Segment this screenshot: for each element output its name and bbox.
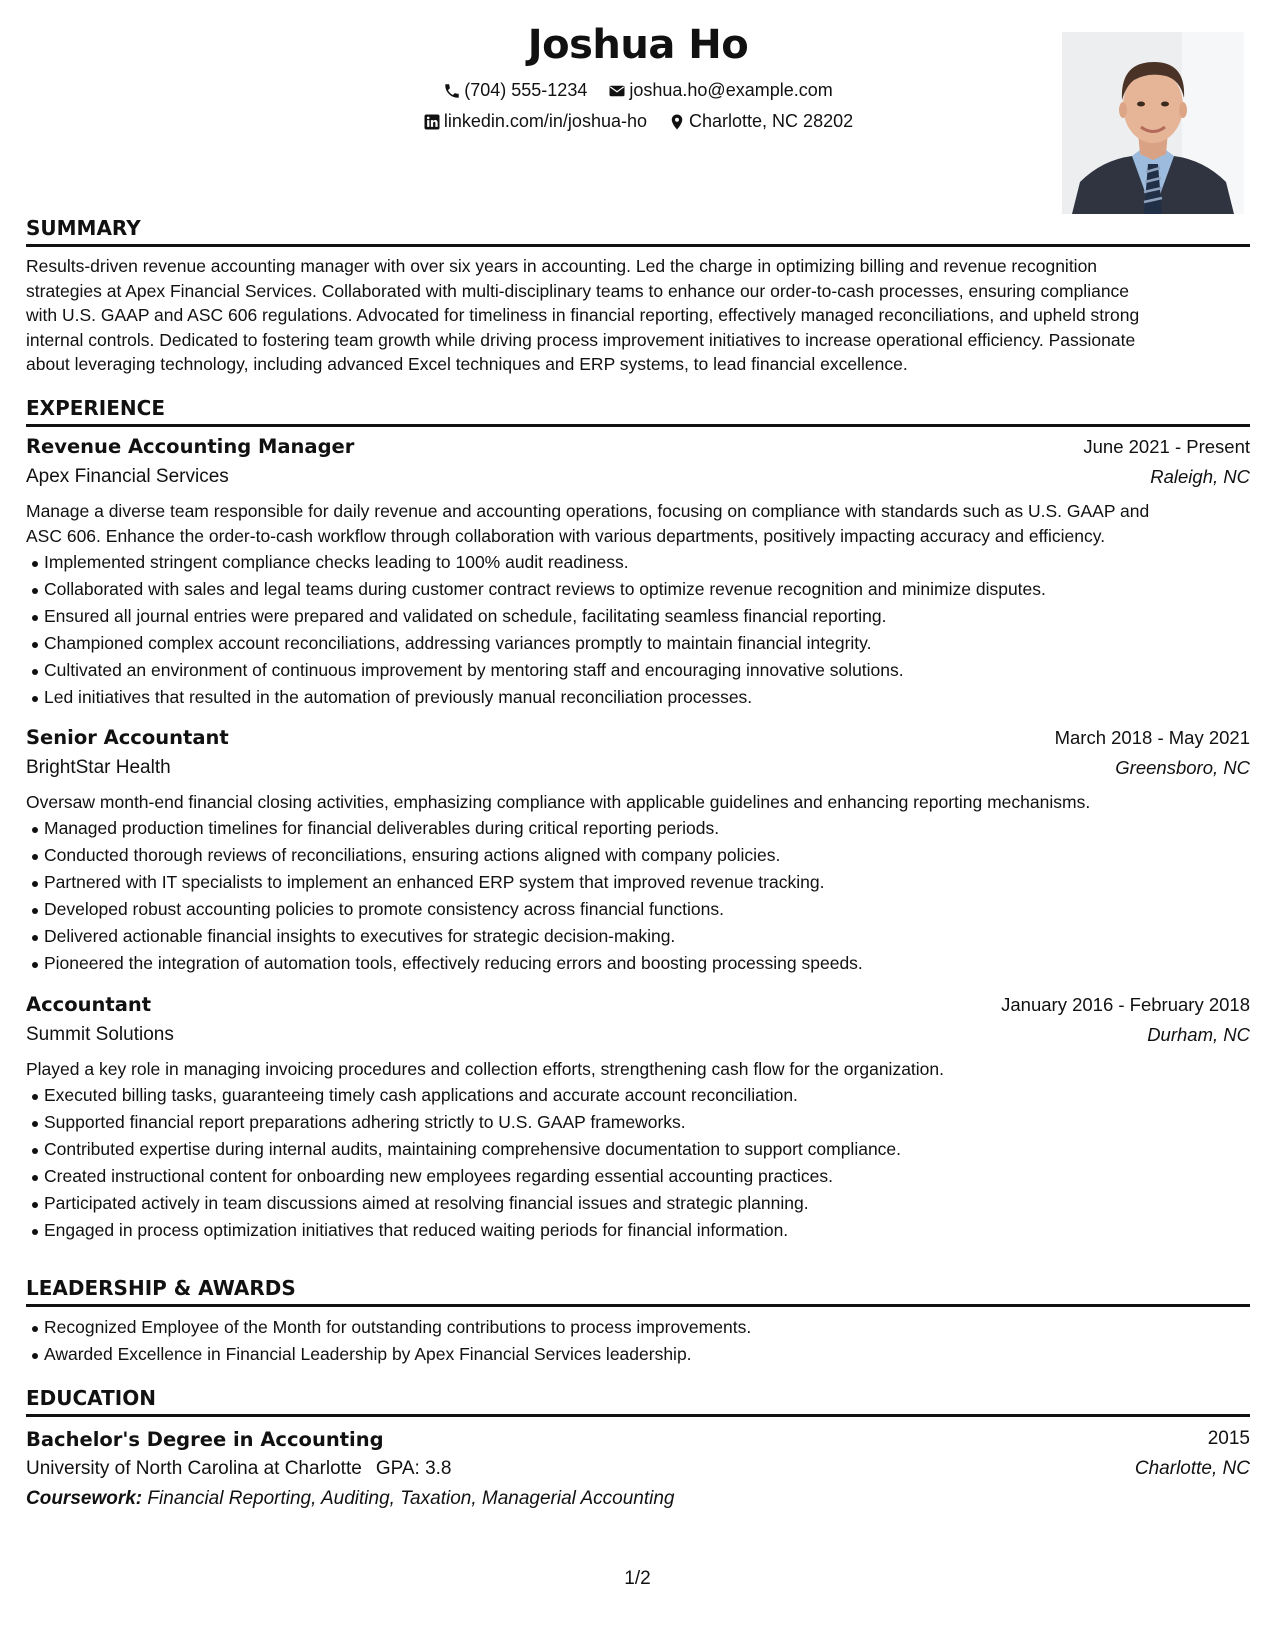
summary-line: internal controls. Dedicated to fostering team growth while driving process improvement initiatives to increase operational efficiency. Passionate	[26, 329, 1136, 350]
coursework-label: Coursework:	[26, 1488, 143, 1509]
email-text[interactable]: joshua.ho@example.com	[629, 80, 833, 100]
bullet-item: Supported financial report preparations adhering strictly to U.S. GAAP frameworks.	[44, 1109, 1268, 1136]
job-location: Raleigh, NC	[1150, 466, 1250, 487]
job-bullets	[26, 549, 1268, 711]
bullet-item: Cultivated an environment of continuous improvement by mentoring staff and encouraging innovative solutions.	[44, 657, 1268, 684]
degree-name: Bachelor's Degree in Accounting	[26, 1428, 384, 1451]
linkedin-icon	[423, 113, 441, 131]
summary-line: Results-driven revenue accounting manager with over six years in accounting. Led the charge in optimizing billing and revenue recognition	[26, 256, 1098, 276]
school-location: Charlotte, NC	[1134, 1458, 1250, 1479]
bullet-item: Recognized Employee of the Month for outstanding contributions to process improvements.	[44, 1314, 1268, 1341]
job-description	[26, 790, 1250, 815]
job-title: Revenue Accounting Manager	[26, 435, 355, 458]
company-name: BrightStar Health	[26, 757, 171, 778]
bullet-item: Led initiatives that resulted in the automation of previously manual reconciliation processes.	[44, 684, 1268, 711]
bullet-item: Participated actively in team discussions aimed at resolving financial issues and strategic planning.	[44, 1190, 1268, 1217]
experience-heading: EXPERIENCE	[26, 396, 1250, 427]
graduation-year: 2015	[1207, 1428, 1250, 1449]
job-title: Senior Accountant	[26, 726, 229, 749]
bullet-item: Collaborated with sales and legal teams during customer contract reviews to optimize revenue recognition and minimize disputes.	[44, 576, 1268, 603]
job-bullets	[26, 815, 1268, 977]
job-dates: June 2021 - Present	[1083, 436, 1250, 457]
job-location: Greensboro, NC	[1115, 757, 1250, 778]
page-number: 1/2	[624, 1568, 651, 1589]
leadership-bullets	[26, 1314, 1268, 1368]
phone-text: (704) 555-1234	[464, 80, 588, 100]
job-title: Accountant	[26, 993, 152, 1016]
location-text: Charlotte, NC 28202	[689, 111, 854, 131]
education-heading: EDUCATION	[26, 1386, 1250, 1417]
bullet-item: Executed billing tasks, guaranteeing timely cash applications and accurate account reconciliation.	[44, 1082, 1268, 1109]
coursework-list: Financial Reporting, Auditing, Taxation, Managerial Accounting	[147, 1488, 675, 1509]
bullet-item: Conducted thorough reviews of reconciliations, ensuring actions aligned with company policies.	[44, 842, 1268, 869]
summary-heading: SUMMARY	[26, 216, 1250, 247]
bullet-item: Ensured all journal entries were prepared and validated on schedule, facilitating seamless financial reporting.	[44, 603, 1268, 630]
bullet-item: Created instructional content for onboarding new employees regarding essential accounting practices.	[44, 1163, 1268, 1190]
summary-line: strategies at Apex Financial Services. Collaborated with multi-disciplinary teams to enhance our order-to-cash processes, ensuring compliance	[26, 280, 1130, 301]
profile-photo	[1062, 32, 1244, 214]
description-line: Manage a diverse team responsible for daily revenue and accounting operations, focusing on compliance with standards such as U.S. GAAP and	[26, 501, 1150, 521]
summary-line: with U.S. GAAP and ASC 606 regulations. Advocated for timeliness in financial reporting, effectively managed reconciliations, and upheld strong	[26, 305, 1140, 325]
job-dates: March 2018 - May 2021	[1054, 727, 1250, 748]
bullet-item: Championed complex account reconciliations, addressing variances promptly to maintain financial integrity.	[44, 630, 1268, 657]
bullet-item: Awarded Excellence in Financial Leadership by Apex Financial Services leadership.	[44, 1341, 1268, 1368]
phone-contact	[443, 80, 587, 101]
description-line: Played a key role in managing invoicing procedures and collection efforts, strengthening cash flow for the organization.	[26, 1059, 944, 1079]
job-dates: January 2016 - February 2018	[1001, 994, 1250, 1015]
school-name: University of North Carolina at Charlotte	[26, 1458, 362, 1479]
resume-page	[26, 0, 1250, 1650]
job-description	[26, 1057, 1250, 1082]
envelope-icon	[608, 82, 626, 100]
job-location: Durham, NC	[1147, 1024, 1250, 1045]
job-bullets	[26, 1082, 1268, 1244]
bullet-item: Pioneered the integration of automation tools, effectively reducing errors and boosting processing speeds.	[44, 950, 1268, 977]
bullet-item: Contributed expertise during internal audits, maintaining comprehensive documentation to support compliance.	[44, 1136, 1268, 1163]
coursework-line	[26, 1488, 674, 1510]
linkedin-contact[interactable]	[423, 111, 647, 132]
bullet-item: Delivered actionable financial insights to executives for strategic decision-making.	[44, 923, 1268, 950]
gpa-value: GPA: 3.8	[375, 1458, 452, 1479]
headshot-illustration	[1062, 32, 1244, 214]
summary-line: about leveraging technology, including advanced Excel techniques and ERP systems, to lead financial excellence.	[26, 354, 908, 374]
linkedin-text[interactable]: linkedin.com/in/joshua-ho	[443, 111, 647, 131]
email-contact[interactable]	[608, 80, 832, 101]
school-line	[26, 1458, 452, 1480]
job-description	[26, 499, 1250, 548]
location-contact	[668, 111, 853, 132]
company-name: Summit Solutions	[26, 1024, 174, 1045]
bullet-item: Implemented stringent compliance checks leading to 100% audit readiness.	[44, 549, 1268, 576]
phone-icon	[443, 82, 461, 100]
bullet-item: Partnered with IT specialists to implement an enhanced ERP system that improved revenue tracking.	[44, 869, 1268, 896]
description-line: Oversaw month-end financial closing activities, emphasizing compliance with applicable guidelines and enhancing reporting mechanisms.	[26, 792, 1091, 812]
description-line: ASC 606. Enhance the order-to-cash workflow through collaboration with various departments, positively impacting accuracy and efficiency.	[26, 525, 1106, 546]
company-name: Apex Financial Services	[26, 466, 229, 487]
map-pin-icon	[668, 113, 686, 131]
candidate-name: Joshua Ho	[527, 22, 749, 68]
leadership-heading: LEADERSHIP & AWARDS	[26, 1276, 1250, 1307]
bullet-item: Developed robust accounting policies to promote consistency across financial functions.	[44, 896, 1268, 923]
bullet-item: Managed production timelines for financial deliverables during critical reporting periods.	[44, 815, 1268, 842]
bullet-item: Engaged in process optimization initiatives that reduced waiting periods for financial information.	[44, 1217, 1268, 1244]
summary-text	[26, 254, 1250, 377]
